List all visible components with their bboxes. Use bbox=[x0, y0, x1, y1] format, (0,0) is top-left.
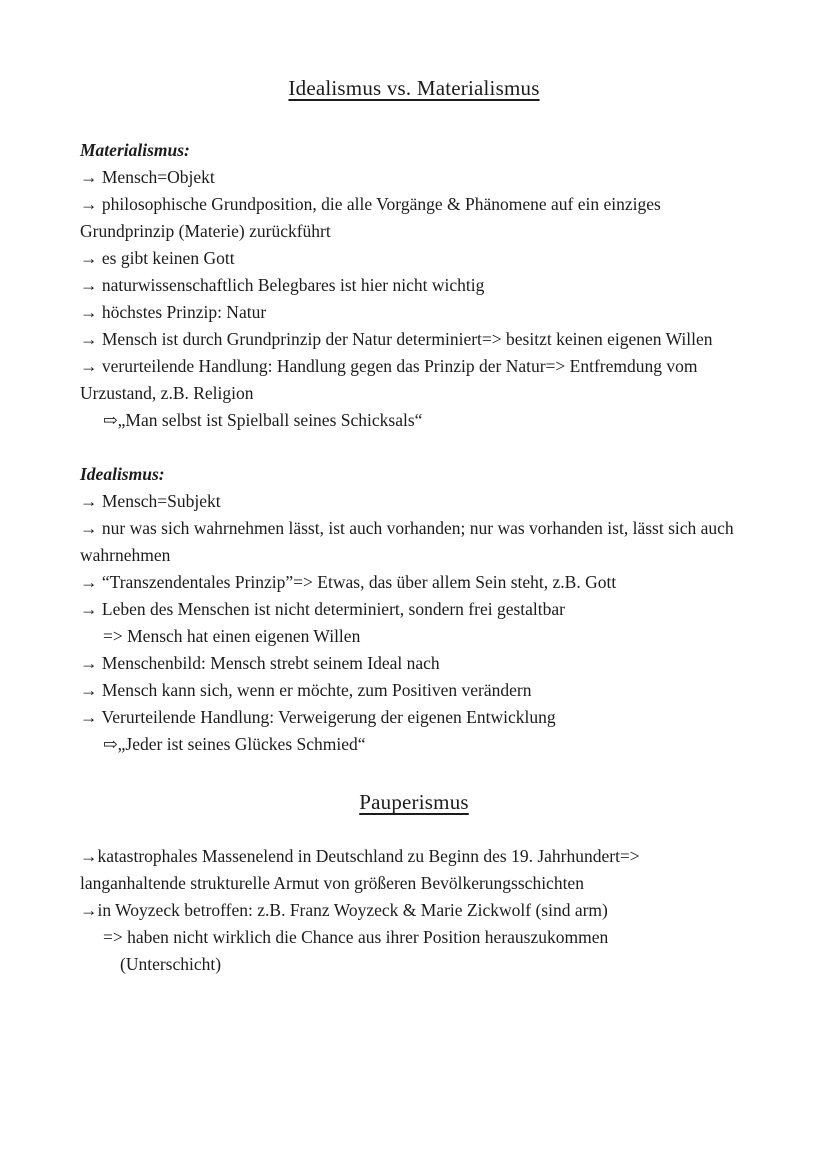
page-title-pauperismus: Pauperismus bbox=[359, 790, 469, 814]
note-line: → es gibt keinen Gott bbox=[80, 248, 235, 268]
note-line: → philosophische Grundposition, die alle Vorgänge & Phänomene auf ein einziges Grundprinzip (Materie) zurückführt bbox=[80, 194, 661, 241]
note-line: → Mensch=Subjekt bbox=[80, 491, 221, 511]
note-line: → Verurteilende Handlung: Verweigerung der eigenen Entwicklung bbox=[80, 707, 556, 727]
note-subline: => Mensch hat einen eigenen Willen bbox=[103, 626, 361, 646]
note-line: →katastrophales Massenelend in Deutschland zu Beginn des 19. Jahrhundert=> langanhaltende strukturelle Armut von größeren Bevölkerungsschichten bbox=[80, 846, 640, 893]
note-line: → höchstes Prinzip: Natur bbox=[80, 302, 267, 322]
note-subline-quote: ⇨„Jeder ist seines Glückes Schmied“ bbox=[103, 734, 366, 754]
page-title-idealismus-vs-materialismus: Idealismus vs. Materialismus bbox=[288, 76, 540, 100]
note-line: → Mensch=Objekt bbox=[80, 167, 215, 187]
note-subline-quote: ⇨„Man selbst ist Spielball seines Schicksals“ bbox=[103, 410, 423, 430]
materialismus-heading: Materialismus: bbox=[80, 140, 190, 160]
section-idealismus bbox=[80, 461, 748, 758]
note-line: → verurteilende Handlung: Handlung gegen das Prinzip der Natur=> Entfremdung vom Urzustand, z.B. Religion bbox=[80, 356, 698, 403]
note-subline: (Unterschicht) bbox=[120, 954, 222, 974]
note-line: → Leben des Menschen ist nicht determiniert, sondern frei gestaltbar bbox=[80, 599, 565, 619]
note-line: → “Transzendentales Prinzip”=> Etwas, das über allem Sein steht, z.B. Gott bbox=[80, 572, 617, 592]
section-pauperismus bbox=[80, 843, 748, 978]
section-materialismus bbox=[80, 137, 748, 434]
note-line: → nur was sich wahrnehmen lässt, ist auch vorhanden; nur was vorhanden ist, lässt sich auch wahrnehmen bbox=[80, 518, 734, 565]
note-line: → naturwissenschaftlich Belegbares ist hier nicht wichtig bbox=[80, 275, 485, 295]
note-line: →in Woyzeck betroffen: z.B. Franz Woyzeck & Marie Zickwolf (sind arm) bbox=[80, 900, 608, 920]
note-line: → Mensch kann sich, wenn er möchte, zum Positiven verändern bbox=[80, 680, 532, 700]
note-line: → Mensch ist durch Grundprinzip der Natur determiniert=> besitzt keinen eigenen Willen bbox=[80, 329, 713, 349]
note-line: → Menschenbild: Mensch strebt seinem Ideal nach bbox=[80, 653, 440, 673]
note-subline: => haben nicht wirklich die Chance aus ihrer Position herauszukommen bbox=[103, 927, 609, 947]
idealismus-heading: Idealismus: bbox=[80, 464, 165, 484]
